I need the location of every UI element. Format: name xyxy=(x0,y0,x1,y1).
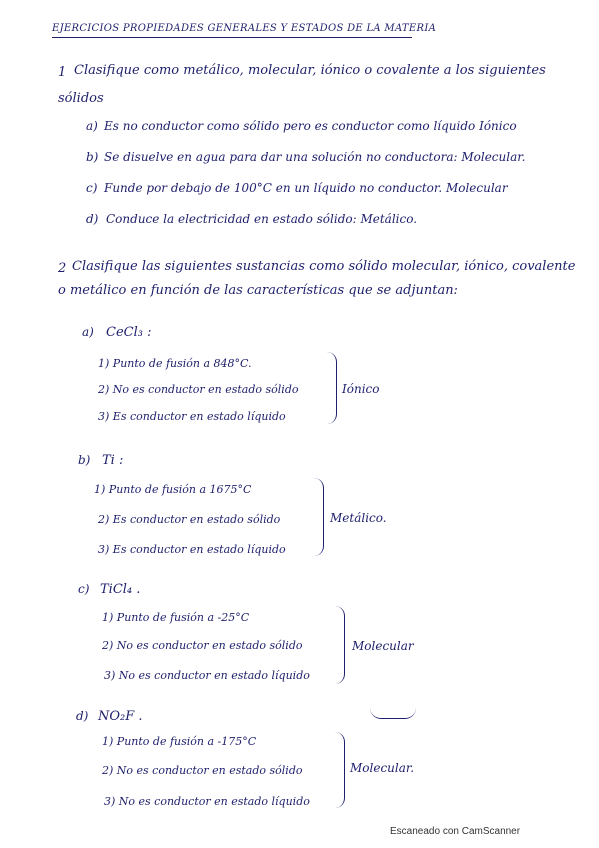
stray-pen-mark xyxy=(370,708,416,719)
q1-item-c-label: c) xyxy=(86,181,98,195)
q1-item-b-label: b) xyxy=(86,150,99,164)
q2-group-c-prop-1: 1) Punto de fusión a -25°C xyxy=(102,611,250,624)
q2-group-d-prop-2: 2) No es conductor en estado sólido xyxy=(102,764,303,777)
q2-group-c-answer: Molecular xyxy=(352,639,414,653)
q2-group-a-prop-2: 2) No es conductor en estado sólido xyxy=(98,383,299,396)
q2-group-d-prop-1: 1) Punto de fusión a -175°C xyxy=(102,735,257,748)
q2-group-b-prop-3: 3) Es conductor en estado líquido xyxy=(98,543,286,556)
q2-group-b-prop-2: 2) Es conductor en estado sólido xyxy=(98,513,281,526)
q2-number: 2 xyxy=(58,261,67,276)
q2-group-b-formula: Ti : xyxy=(102,453,124,468)
q2-line2: o metálico en función de las características que se adjuntan: xyxy=(58,283,458,298)
q2-group-a-answer: Iónico xyxy=(342,382,380,396)
q2-line1: Clasifique las siguientes sustancias como sólido molecular, iónico, covalente xyxy=(72,259,576,274)
scanner-watermark: Escaneado con CamScanner xyxy=(390,826,521,837)
q1-line2: sólidos xyxy=(58,91,104,106)
q2-group-a-prop-3: 3) Es conductor en estado líquido xyxy=(98,410,286,423)
q1-item-b-text: Se disuelve en agua para dar una solución no conductora: Molecular. xyxy=(104,150,526,164)
q1-item-d-text: Conduce la electricidad en estado sólido: Metálico. xyxy=(106,212,418,226)
q1-item-a-text: Es no conductor como sólido pero es conductor como líquido Iónico xyxy=(104,119,517,133)
q2-group-d-prop-3: 3) No es conductor en estado líquido xyxy=(104,795,310,808)
q2-group-c-prop-2: 2) No es conductor en estado sólido xyxy=(102,639,303,652)
q2-group-d-brace xyxy=(334,732,345,808)
q1-item-a-label: a) xyxy=(86,119,98,133)
q2-group-c-prop-3: 3) No es conductor en estado líquido xyxy=(104,669,310,682)
q2-group-d-label: d) xyxy=(76,709,89,723)
q2-group-b-brace xyxy=(313,478,324,556)
q2-group-b-prop-1: 1) Punto de fusión a 1675°C xyxy=(94,483,252,496)
q2-group-a-label: a) xyxy=(82,325,94,339)
q1-item-d-label: d) xyxy=(86,212,99,226)
page-title: EJERCICIOS PROPIEDADES GENERALES Y ESTADOS DE LA MATERIA xyxy=(52,23,437,34)
q2-group-d-answer: Molecular. xyxy=(350,761,415,775)
q2-group-a-brace xyxy=(326,352,337,424)
title-underline xyxy=(52,37,412,38)
q1-line1: Clasifique como metálico, molecular, iónico o covalente a los siguientes xyxy=(74,63,546,78)
q2-group-c-label: c) xyxy=(78,582,90,596)
q2-group-a-prop-1: 1) Punto de fusión a 848°C. xyxy=(98,357,252,370)
q2-group-a-formula: CeCl₃ : xyxy=(106,325,152,340)
q2-group-d-formula: NO₂F . xyxy=(98,709,143,724)
q2-group-c-brace xyxy=(334,606,345,684)
q1-item-c-text: Funde por debajo de 100°C en un líquido no conductor. Molecular xyxy=(104,181,508,195)
q2-group-c-formula: TiCl₄ . xyxy=(100,582,141,597)
q1-number: 1 xyxy=(58,65,67,80)
q2-group-b-answer: Metálico. xyxy=(330,511,387,525)
q2-group-b-label: b) xyxy=(78,453,91,467)
